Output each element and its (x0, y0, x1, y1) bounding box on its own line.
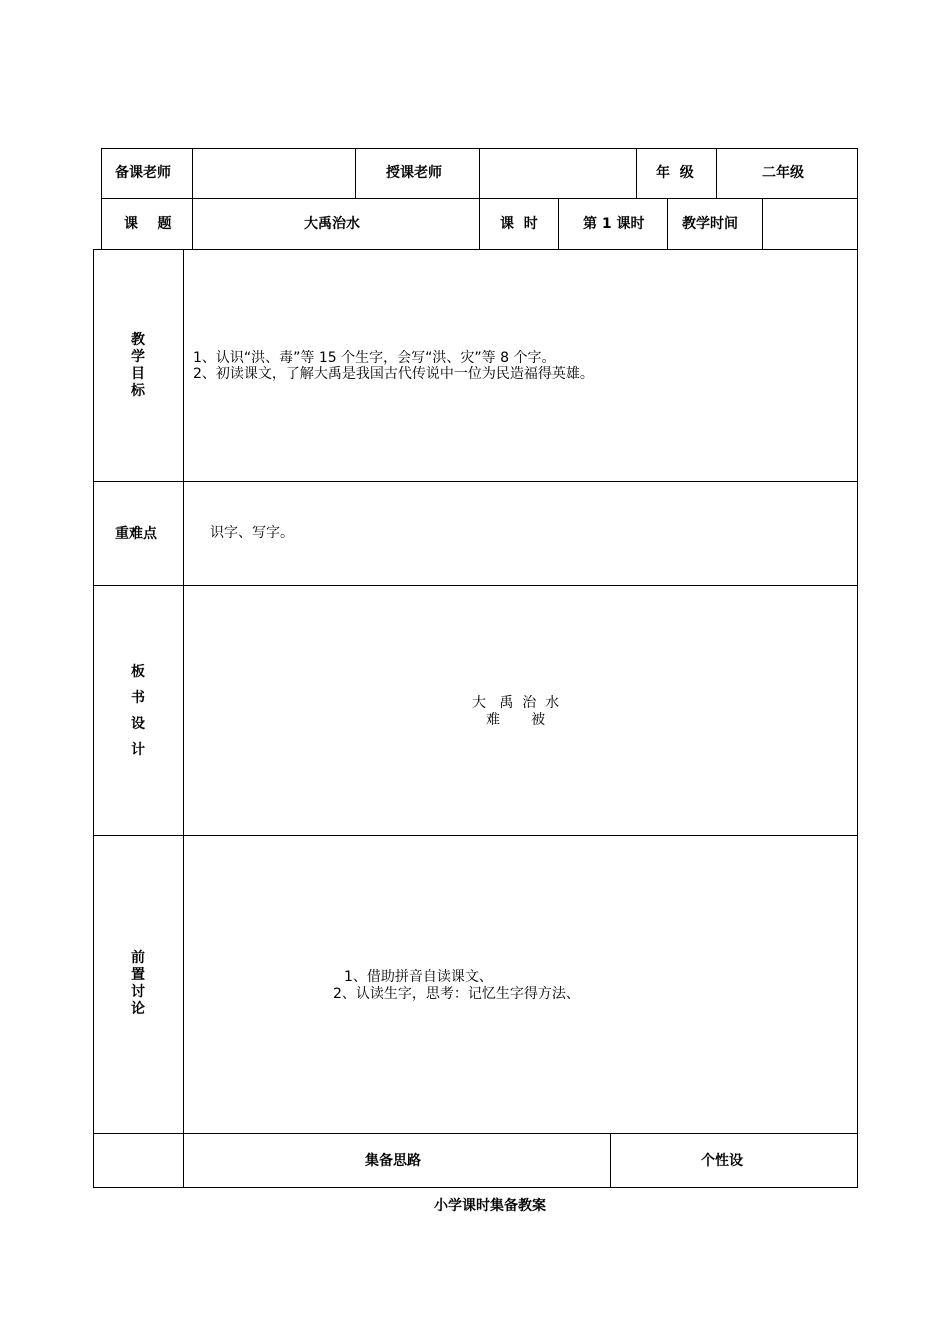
border-right-top (857, 148, 858, 249)
border-r1-c5 (716, 148, 717, 199)
border-table-bottom (93, 1187, 858, 1188)
border-footer-divider (610, 1133, 611, 1188)
objective-line-2: 2、初读课文，了解大禹是我国古代传说中一位为民造福得英雄。 (193, 366, 594, 382)
border-body-right (857, 249, 858, 1188)
pre-discussion-line-1: 1、借助拼音自读课文、 (344, 969, 493, 985)
border-r1-left (101, 148, 102, 249)
border-r1-c4 (636, 148, 637, 199)
border-body-left (93, 249, 94, 1188)
collective-plan-label: 集备思路 (365, 1153, 421, 1169)
period-value: 第 1 课时 (583, 216, 645, 232)
border-r2-c5 (667, 198, 668, 249)
objectives-label-char: 标 (131, 383, 145, 399)
personal-design-label: 个性设 (701, 1153, 743, 1169)
board-design-title: 大 禹 治 水 (472, 695, 560, 711)
key-points-label: 重难点 (115, 526, 157, 542)
border-body-label-col (183, 249, 184, 1188)
border-r1-c2 (355, 148, 356, 199)
grade-value: 二年级 (762, 165, 804, 181)
border-r2-c4 (558, 198, 559, 249)
objectives-label-char: 目 (131, 366, 145, 382)
pre-discussion-label-char: 前 (131, 950, 145, 966)
teaching-teacher-label: 授课老师 (386, 165, 442, 181)
board-design-label-char: 设 (131, 716, 145, 732)
border-objectives-bottom (93, 481, 858, 482)
border-board-bottom (93, 835, 858, 836)
border-keypoints-bottom (93, 585, 858, 586)
border-row2-bottom (93, 249, 858, 250)
pre-discussion-label (128, 951, 148, 1019)
teaching-time-label: 教学时间 (682, 216, 738, 232)
key-points-text: 识字、写字。 (210, 525, 294, 541)
period-label: 课 时 (500, 216, 538, 232)
border-prediscussion-bottom (93, 1133, 858, 1134)
border-r1-c3 (479, 148, 480, 249)
objective-line-1: 1、认识“洪、毒”等 15 个生字，会写“洪、灾”等 8 个字。 (193, 350, 556, 366)
objectives-label-char: 学 (131, 349, 145, 365)
pre-discussion-label-char: 讨 (131, 984, 145, 1000)
pre-discussion-label-char: 置 (131, 967, 145, 983)
prep-teacher-label: 备课老师 (115, 165, 171, 181)
board-design-label (128, 665, 148, 769)
board-design-label-char: 书 (131, 690, 145, 706)
board-design-label-char: 计 (131, 742, 145, 758)
pre-discussion-line-2: 2、认读生字，思考：记忆生字得方法、 (333, 986, 580, 1002)
pre-discussion-label-char: 论 (131, 1001, 145, 1017)
board-design-label-char: 板 (131, 664, 145, 680)
topic-label: 课 题 (124, 216, 172, 232)
objectives-label-char: 教 (131, 332, 145, 348)
board-design-subline: 难 被 (486, 712, 546, 728)
page-footer-title: 小学课时集备教案 (434, 1198, 546, 1214)
border-r2-c6 (762, 198, 763, 249)
grade-label: 年 级 (656, 165, 694, 181)
objectives-label (128, 333, 148, 401)
topic-value: 大禹治水 (304, 216, 360, 232)
border-r1-c1 (192, 148, 193, 249)
